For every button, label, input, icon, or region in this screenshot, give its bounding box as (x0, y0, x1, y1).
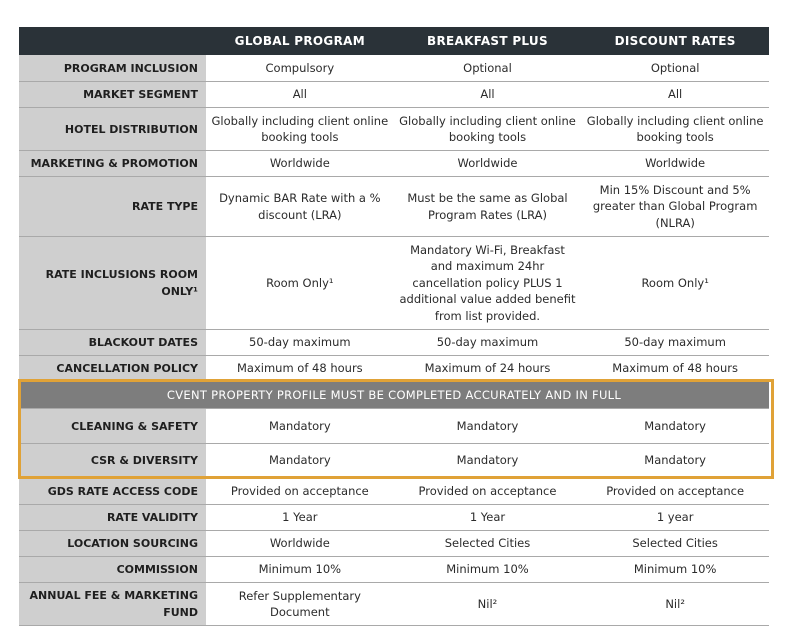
row-label: ANNUAL FEE & MARKETING FUND (19, 583, 206, 625)
table-cell: Globally including client online booking tools (211, 113, 389, 144)
table-cell: Maximum of 24 hours (424, 361, 551, 376)
table-cell: 50-day maximum (436, 335, 539, 350)
table-cell: Selected Cities (632, 536, 718, 551)
table-row (19, 531, 769, 557)
table-cell: Mandatory (644, 418, 706, 433)
row-label: PROGRAM INCLUSION (19, 55, 206, 81)
table-cell: Worldwide (269, 536, 330, 551)
row-label: MARKET SEGMENT (19, 82, 206, 107)
row-label: GDS RATE ACCESS CODE (19, 478, 206, 504)
table-cell: Min 15% Discount and 5% greater than Global Program (NLRA) (592, 182, 758, 230)
row-label: RATE INCLUSIONS ROOM ONLY¹ (19, 237, 206, 329)
program-comparison-table (19, 27, 769, 626)
table-cell: Worldwide (457, 156, 518, 171)
table-cell: Globally including client online booking tools (586, 113, 764, 144)
table-cell: Must be the same as Global Program Rates (LRA) (407, 191, 568, 222)
table-cell: All (480, 87, 495, 102)
table-row (19, 55, 769, 82)
table-cell: Minimum 10% (446, 562, 529, 577)
table-row (19, 557, 769, 583)
table-cell: Mandatory (456, 453, 519, 468)
table-row (19, 505, 769, 531)
table-header (19, 27, 769, 55)
table-cell: 50-day maximum (624, 335, 726, 350)
table-cell: Globally including client online booking tools (399, 113, 576, 144)
table-cell: Mandatory (456, 418, 519, 433)
row-label: HOTEL DISTRIBUTION (19, 108, 206, 150)
table-cell: Mandatory (268, 418, 331, 433)
table-cell: 50-day maximum (249, 335, 351, 350)
table-cell: Worldwide (645, 156, 706, 171)
table-row (19, 583, 769, 626)
table-cell: Nil² (665, 596, 685, 611)
table-cell: Provided on acceptance (418, 483, 557, 498)
table-cell: Refer Supplementary Document (238, 588, 361, 619)
table-row (19, 82, 769, 108)
table-cell: Mandatory Wi-Fi, Breakfast and maximum 24hr cancellation policy PLUS 1 additional value added benefit from list provided. (399, 242, 576, 323)
table-cell: Mandatory (644, 453, 706, 468)
row-label: RATE TYPE (19, 177, 206, 236)
table-cell: 1 year (656, 510, 694, 525)
table-cell: Compulsory (265, 60, 335, 75)
table-row (19, 177, 769, 237)
table-cell: Maximum of 48 hours (236, 361, 363, 376)
row-label: RATE VALIDITY (19, 505, 206, 530)
row-label: CANCELLATION POLICY (19, 356, 206, 381)
table-row (19, 478, 769, 505)
table-row (19, 237, 769, 330)
table-cell: Provided on acceptance (230, 483, 369, 498)
table-cell: Optional (650, 60, 700, 75)
table-cell: Selected Cities (444, 536, 531, 551)
header-breakfast-plus: BREAKFAST PLUS (427, 33, 548, 48)
row-label: MARKETING & PROMOTION (19, 151, 206, 176)
table-row (19, 444, 769, 478)
table-cell: Provided on acceptance (606, 483, 745, 498)
table-row (19, 356, 769, 382)
table-cell: Minimum 10% (258, 562, 342, 577)
table-cell: Room Only¹ (641, 275, 709, 290)
header-discount-rates: DISCOUNT RATES (614, 33, 736, 48)
table-cell: Room Only¹ (266, 275, 334, 290)
table-cell: 1 Year (469, 510, 506, 525)
cvent-profile-banner: CVENT PROPERTY PROFILE MUST BE COMPLETED ACCURATELY AND IN FULL (19, 382, 769, 409)
header-empty-cell (19, 27, 206, 55)
table-cell: Dynamic BAR Rate with a % discount (LRA) (219, 191, 381, 222)
row-label: COMMISSION (19, 557, 206, 582)
table-cell: Mandatory (268, 453, 331, 468)
table-cell: All (668, 87, 683, 102)
table-cell: Optional (463, 60, 512, 75)
row-label: CSR & DIVERSITY (19, 444, 206, 477)
table-cell: All (292, 87, 307, 102)
header-global-program: GLOBAL PROGRAM (234, 33, 365, 48)
table-row (19, 151, 769, 177)
table-row (19, 108, 769, 151)
row-label: CLEANING & SAFETY (19, 409, 206, 443)
table-cell: Nil² (477, 596, 498, 611)
table-cell: Maximum of 48 hours (612, 361, 738, 376)
table-cell: 1 Year (282, 510, 318, 525)
table-cell: Minimum 10% (633, 562, 717, 577)
table-cell: Worldwide (269, 156, 330, 171)
row-label: LOCATION SOURCING (19, 531, 206, 556)
row-label: BLACKOUT DATES (19, 330, 206, 355)
table-row (19, 330, 769, 356)
table-row (19, 409, 769, 444)
